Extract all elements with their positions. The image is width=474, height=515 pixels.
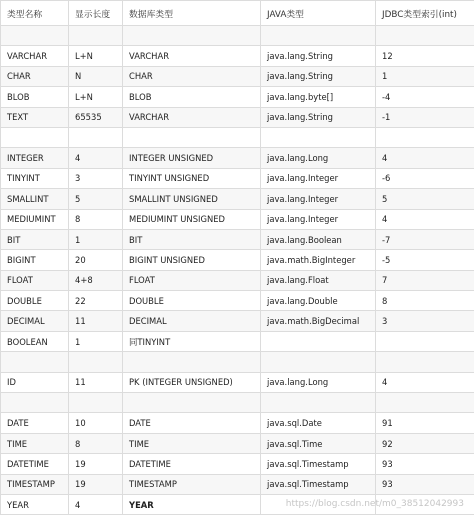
header-display-length: 显示长度 xyxy=(69,1,123,26)
cell-db-type: TIMESTAMP xyxy=(123,474,261,494)
table-row xyxy=(1,87,474,107)
cell-db-type: 同TINYINT xyxy=(123,331,261,351)
table-row xyxy=(1,250,474,270)
cell-db-type: TINYINT UNSIGNED xyxy=(123,168,261,188)
cell-display-length: 1 xyxy=(69,229,123,249)
table-row xyxy=(1,168,474,188)
cell-display-length: 20 xyxy=(69,250,123,270)
cell-db-type: DATETIME xyxy=(123,454,261,474)
cell-jdbc-index xyxy=(376,331,474,351)
cell-db-type: VARCHAR xyxy=(123,46,261,66)
cell-db-type: TIME xyxy=(123,433,261,453)
cell-type-name xyxy=(1,352,69,372)
cell-type-name: DATE xyxy=(1,413,69,433)
cell-type-name: VARCHAR xyxy=(1,46,69,66)
cell-java-type: java.lang.Boolean xyxy=(261,229,376,249)
cell-display-length: 4+8 xyxy=(69,270,123,290)
cell-java-type xyxy=(261,127,376,147)
cell-type-name: BIGINT xyxy=(1,250,69,270)
cell-jdbc-index: -1 xyxy=(376,107,474,127)
cell-display-length: 22 xyxy=(69,291,123,311)
cell-type-name: TIME xyxy=(1,433,69,453)
cell-java-type: java.sql.Timestamp xyxy=(261,474,376,494)
cell-db-type: CHAR xyxy=(123,66,261,86)
cell-jdbc-index: 8 xyxy=(376,291,474,311)
cell-display-length xyxy=(69,127,123,147)
cell-type-name: YEAR xyxy=(1,494,69,514)
cell-type-name: BLOB xyxy=(1,87,69,107)
cell-java-type: java.lang.Long xyxy=(261,148,376,168)
cell-db-type: DECIMAL xyxy=(123,311,261,331)
cell-jdbc-index: 91 xyxy=(376,413,474,433)
table-row xyxy=(1,26,474,46)
cell-type-name: DECIMAL xyxy=(1,311,69,331)
cell-display-length: 11 xyxy=(69,311,123,331)
cell-jdbc-index xyxy=(376,26,474,46)
table-row xyxy=(1,393,474,413)
table-row xyxy=(1,209,474,229)
table-row xyxy=(1,433,474,453)
cell-java-type: java.sql.Timestamp xyxy=(261,454,376,474)
cell-type-name xyxy=(1,393,69,413)
table-row xyxy=(1,454,474,474)
table-row xyxy=(1,66,474,86)
cell-type-name: FLOAT xyxy=(1,270,69,290)
table-body xyxy=(1,26,474,515)
table-row xyxy=(1,270,474,290)
header-jdbc-index: JDBC类型索引(int) xyxy=(376,1,474,26)
cell-type-name: INTEGER xyxy=(1,148,69,168)
cell-display-length: L+N xyxy=(69,87,123,107)
cell-db-type: DOUBLE xyxy=(123,291,261,311)
cell-display-length: N xyxy=(69,66,123,86)
cell-display-length: 8 xyxy=(69,433,123,453)
cell-display-length: 19 xyxy=(69,454,123,474)
table-row xyxy=(1,127,474,147)
cell-db-type: PK (INTEGER UNSIGNED) xyxy=(123,372,261,392)
cell-db-type: DATE xyxy=(123,413,261,433)
cell-type-name: TEXT xyxy=(1,107,69,127)
cell-java-type: java.sql.Date xyxy=(261,413,376,433)
cell-jdbc-index: -5 xyxy=(376,250,474,270)
cell-display-length: 4 xyxy=(69,494,123,514)
cell-db-type: VARCHAR xyxy=(123,107,261,127)
cell-type-name: TINYINT xyxy=(1,168,69,188)
cell-type-name: SMALLINT xyxy=(1,189,69,209)
cell-java-type xyxy=(261,393,376,413)
cell-db-type: YEAR xyxy=(123,494,261,514)
table-row xyxy=(1,291,474,311)
cell-db-type xyxy=(123,26,261,46)
cell-display-length: 4 xyxy=(69,148,123,168)
cell-type-name: MEDIUMINT xyxy=(1,209,69,229)
cell-db-type: SMALLINT UNSIGNED xyxy=(123,189,261,209)
cell-java-type: java.math.BigInteger xyxy=(261,250,376,270)
cell-type-name: CHAR xyxy=(1,66,69,86)
table-row xyxy=(1,474,474,494)
cell-jdbc-index: 4 xyxy=(376,209,474,229)
cell-java-type: java.lang.String xyxy=(261,107,376,127)
header-type-name: 类型名称 xyxy=(1,1,69,26)
cell-java-type xyxy=(261,26,376,46)
cell-type-name: ID xyxy=(1,372,69,392)
cell-jdbc-index: 93 xyxy=(376,474,474,494)
cell-display-length: 5 xyxy=(69,189,123,209)
cell-display-length: 10 xyxy=(69,413,123,433)
cell-type-name: DOUBLE xyxy=(1,291,69,311)
cell-jdbc-index: 4 xyxy=(376,372,474,392)
cell-java-type: java.lang.String xyxy=(261,66,376,86)
cell-display-length: 1 xyxy=(69,331,123,351)
cell-db-type xyxy=(123,127,261,147)
header-java-type: JAVA类型 xyxy=(261,1,376,26)
header-row xyxy=(1,1,474,26)
cell-jdbc-index: -7 xyxy=(376,229,474,249)
table-row xyxy=(1,413,474,433)
cell-java-type xyxy=(261,331,376,351)
cell-db-type: BIGINT UNSIGNED xyxy=(123,250,261,270)
cell-db-type: INTEGER UNSIGNED xyxy=(123,148,261,168)
cell-display-length: 19 xyxy=(69,474,123,494)
cell-display-length: 65535 xyxy=(69,107,123,127)
cell-java-type: java.math.BigDecimal xyxy=(261,311,376,331)
cell-display-length: L+N xyxy=(69,46,123,66)
cell-type-name: BOOLEAN xyxy=(1,331,69,351)
cell-java-type: java.lang.Long xyxy=(261,372,376,392)
cell-java-type: java.sql.Time xyxy=(261,433,376,453)
cell-jdbc-index: -4 xyxy=(376,87,474,107)
cell-java-type: java.lang.Integer xyxy=(261,209,376,229)
cell-jdbc-index xyxy=(376,352,474,372)
cell-db-type: BIT xyxy=(123,229,261,249)
cell-java-type xyxy=(261,352,376,372)
table-row xyxy=(1,352,474,372)
table-row xyxy=(1,148,474,168)
cell-display-length: 8 xyxy=(69,209,123,229)
table-row xyxy=(1,331,474,351)
cell-db-type: FLOAT xyxy=(123,270,261,290)
table-row xyxy=(1,189,474,209)
cell-jdbc-index: 3 xyxy=(376,311,474,331)
table-row xyxy=(1,46,474,66)
table-row xyxy=(1,107,474,127)
cell-jdbc-index: 12 xyxy=(376,46,474,66)
cell-jdbc-index: 92 xyxy=(376,433,474,453)
cell-db-type xyxy=(123,393,261,413)
cell-jdbc-index: 7 xyxy=(376,270,474,290)
table-row xyxy=(1,311,474,331)
cell-type-name: DATETIME xyxy=(1,454,69,474)
cell-jdbc-index xyxy=(376,393,474,413)
cell-display-length xyxy=(69,352,123,372)
cell-jdbc-index xyxy=(376,127,474,147)
cell-type-name xyxy=(1,127,69,147)
table-row xyxy=(1,229,474,249)
cell-java-type: java.lang.Integer xyxy=(261,168,376,188)
cell-db-type xyxy=(123,352,261,372)
cell-display-length xyxy=(69,393,123,413)
cell-java-type: java.lang.String xyxy=(261,46,376,66)
cell-jdbc-index: 1 xyxy=(376,66,474,86)
cell-jdbc-index: -6 xyxy=(376,168,474,188)
cell-jdbc-index: 93 xyxy=(376,454,474,474)
cell-display-length: 11 xyxy=(69,372,123,392)
cell-type-name: TIMESTAMP xyxy=(1,474,69,494)
cell-display-length: 3 xyxy=(69,168,123,188)
cell-java-type: java.lang.Float xyxy=(261,270,376,290)
cell-db-type: MEDIUMINT UNSIGNED xyxy=(123,209,261,229)
header-db-type: 数据库类型 xyxy=(123,1,261,26)
cell-java-type: java.lang.Double xyxy=(261,291,376,311)
cell-db-type: BLOB xyxy=(123,87,261,107)
cell-java-type: java.lang.Integer xyxy=(261,189,376,209)
cell-java-type: java.lang.byte[] xyxy=(261,87,376,107)
cell-jdbc-index: 4 xyxy=(376,148,474,168)
cell-jdbc-index: 5 xyxy=(376,189,474,209)
cell-display-length xyxy=(69,26,123,46)
cell-type-name xyxy=(1,26,69,46)
table-row xyxy=(1,372,474,392)
cell-type-name: BIT xyxy=(1,229,69,249)
watermark-text: https://blog.csdn.net/m0_38512042993 xyxy=(286,499,464,509)
